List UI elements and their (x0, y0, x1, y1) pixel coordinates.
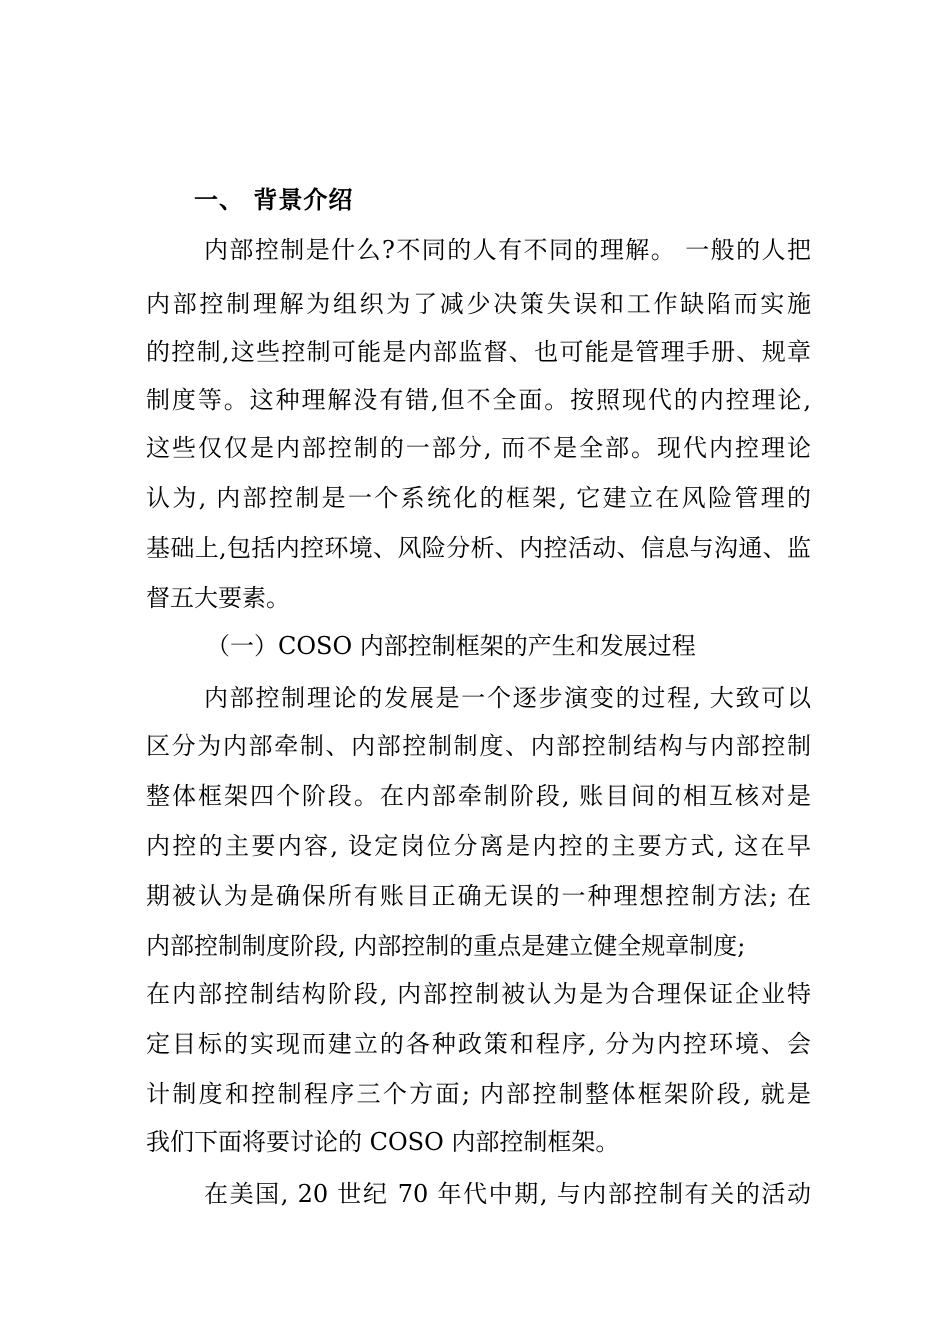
paragraph-line: 内部控制是什么?不同的人有不同的理解。 一般的人把 (204, 236, 811, 264)
paragraph-line: 内部控制理解为组织为了减少决策失误和工作缺陷而实施 (146, 290, 811, 318)
paragraph-line: 期被认为是确保所有账目正确无误的一种理想控制方法; 在 (146, 882, 811, 910)
subsection-heading: （一）COSO 内部控制框架的产生和发展过程 (206, 632, 696, 660)
paragraph-line: 我们下面将要讨论的 COSO 内部控制框架。 (146, 1128, 620, 1156)
paragraph-line: 在美国, 20 世纪 70 年代中期, 与内部控制有关的活动 (204, 1180, 811, 1208)
paragraph-line: 这些仅仅是内部控制的一部分, 而不是全部。现代内控理论 (146, 434, 811, 462)
paragraph-line: 在内部控制结构阶段, 内部控制被认为是为合理保证企业特 (146, 980, 811, 1008)
paragraph-line: 整体框架四个阶段。在内部牵制阶段, 账目间的相互核对是 (146, 782, 811, 810)
paragraph-line: 制度等。这种理解没有错,但不全面。按照现代的内控理论, (146, 386, 811, 414)
paragraph-line: 认为, 内部控制是一个系统化的框架, 它建立在风险管理的 (146, 484, 811, 512)
paragraph-line: 基础上,包括内控环境、风险分析、内控活动、信息与沟通、监 (146, 534, 811, 562)
paragraph-line: 的控制,这些控制可能是内部监督、也可能是管理手册、规章 (146, 338, 811, 366)
paragraph-line: 督五大要素。 (146, 584, 290, 612)
paragraph-line: 内控的主要内容, 设定岗位分离是内控的主要方式, 这在早 (146, 832, 811, 860)
section-heading: 一、 背景介绍 (194, 185, 354, 214)
paragraph-line: 内部控制理论的发展是一个逐步演变的过程, 大致可以 (204, 684, 811, 712)
paragraph-line: 计制度和控制程序三个方面; 内部控制整体框架阶段, 就是 (146, 1080, 811, 1108)
paragraph-line: 定目标的实现而建立的各种政策和程序, 分为内控环境、会 (146, 1030, 811, 1058)
paragraph-line: 内部控制制度阶段, 内部控制的重点是建立健全规章制度; (146, 932, 746, 960)
paragraph-line: 区分为内部牵制、内部控制制度、内部控制结构与内部控制 (146, 732, 811, 760)
